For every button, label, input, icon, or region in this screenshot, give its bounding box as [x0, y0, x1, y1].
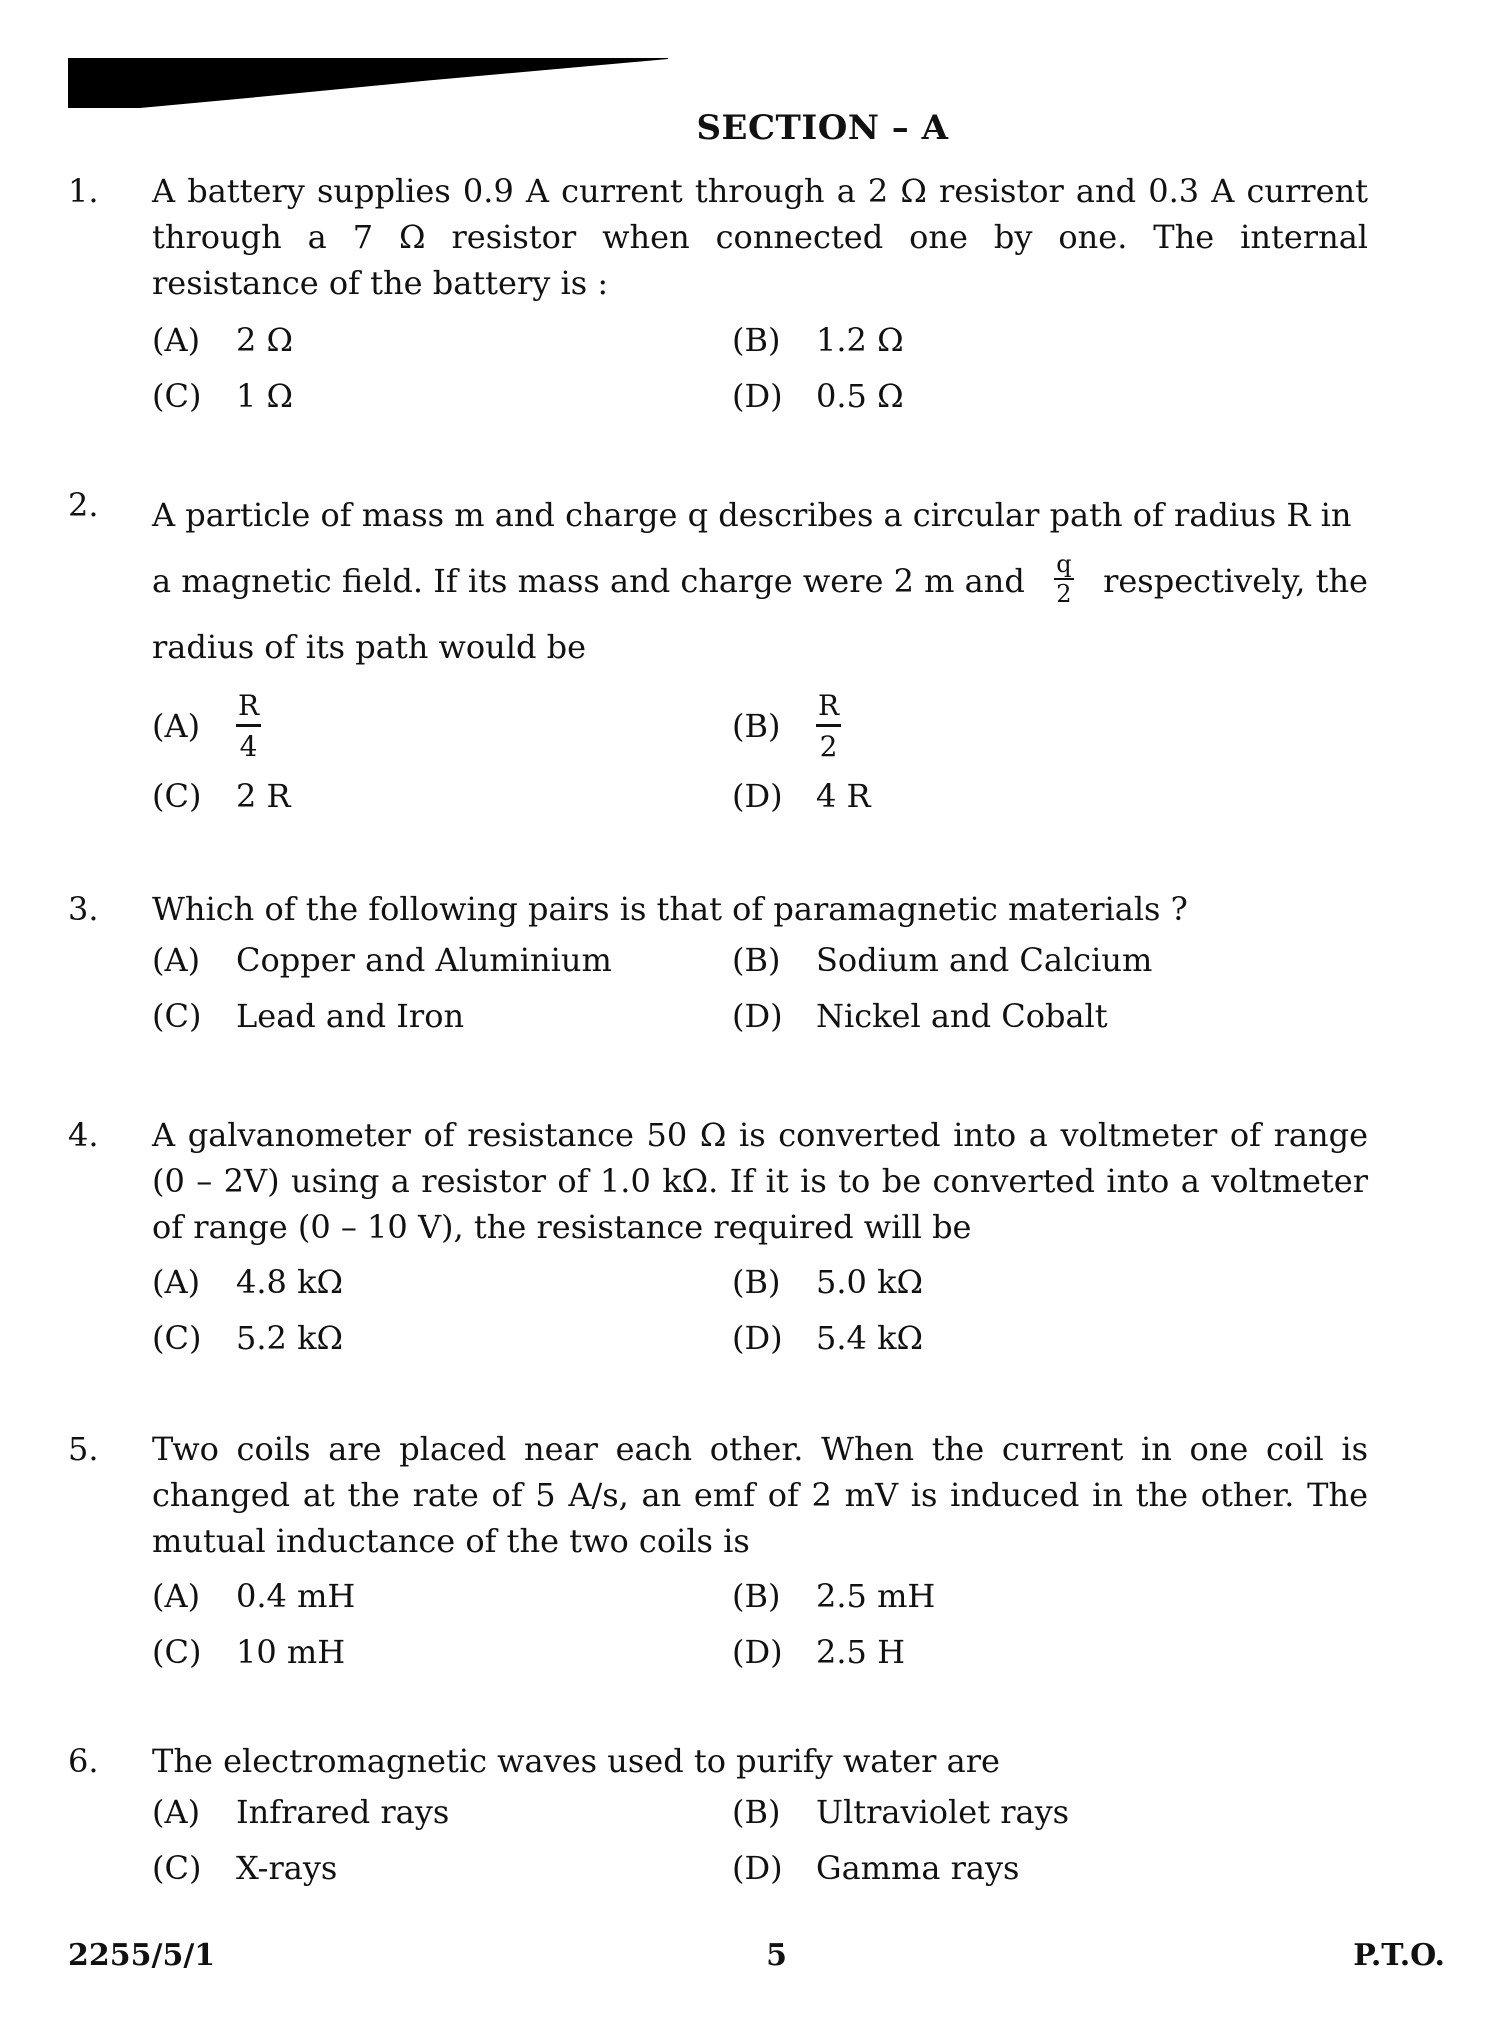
option-c: (C) X-rays — [152, 1849, 338, 1887]
question-number: 6. — [68, 1742, 99, 1780]
option-c: (C) 10 mH — [152, 1633, 346, 1671]
option-d: (D) Nickel and Cobalt — [732, 997, 1108, 1035]
question-text: Which of the following pairs is that of paramagnetic materials ? — [152, 890, 1188, 928]
question-text: The electromagnetic waves used to purify water are — [152, 1742, 1000, 1780]
option-c: (C) 1 Ω — [152, 377, 294, 415]
question-text: A particle of mass m and charge q describes a circular path of radius R in a magnetic field. If its mass and charge were 2 m and $\frac{q}{2}$ respectively, the radius of its path would be — [152, 496, 1368, 666]
fraction-r-over-4: $\frac{R}{4}$ — [238, 688, 260, 763]
option-c: (C) 2 R — [152, 777, 291, 815]
question-4 — [68, 1112, 1368, 1366]
question-6 — [68, 1738, 1368, 1896]
question-number: 4. — [68, 1116, 99, 1154]
question-text: A battery supplies 0.9 A current through a 2 Ω resistor and 0.3 A current through a 7 Ω resistor when connected one by one. The internal resistance of the battery is : — [152, 172, 1368, 302]
page-number: 5 — [766, 1938, 787, 1973]
option-a: (A) 4.8 kΩ — [152, 1263, 343, 1301]
option-b: (B) $\frac{R}{2}$ — [732, 688, 840, 763]
options — [152, 1784, 1368, 1896]
fraction-r-over-2: $\frac{R}{2}$ — [818, 688, 840, 763]
question-number: 5. — [68, 1430, 99, 1468]
question-text: A galvanometer of resistance 50 Ω is converted into a voltmeter of range (0 – 2V) using a resistor of 1.0 kΩ. If it is to be converted into a voltmeter of range (0 – 10 V), the resistance required will be — [152, 1116, 1368, 1246]
option-a: (A) $\frac{R}{4}$ — [152, 688, 260, 763]
options — [152, 312, 1368, 424]
option-b: (B) Ultraviolet rays — [732, 1793, 1070, 1831]
option-b: (B) Sodium and Calcium — [732, 941, 1153, 979]
question-2 — [68, 482, 1368, 824]
option-c: (C) 5.2 kΩ — [152, 1319, 343, 1357]
question-number: 3. — [68, 890, 99, 928]
option-d: (D) 2.5 H — [732, 1633, 905, 1671]
option-d: (D) 0.5 Ω — [732, 377, 904, 415]
options — [152, 1568, 1368, 1680]
option-a: (A) 0.4 mH — [152, 1577, 356, 1615]
question-text: Two coils are placed near each other. When the current in one coil is changed at the rate of 5 A/s, an emf of 2 mV is induced in the other. The mutual inductance of the two coils is — [152, 1430, 1368, 1560]
option-a: (A) 2 Ω — [152, 321, 294, 359]
fraction-q-over-2: $\frac{q}{2}$ — [1056, 550, 1072, 608]
paper-code: 2255/5/1 — [68, 1938, 216, 1973]
question-number: 2. — [68, 486, 99, 524]
option-d: (D) 4 R — [732, 777, 871, 815]
option-b: (B) 2.5 mH — [732, 1577, 936, 1615]
page-footer — [68, 1938, 1445, 1978]
option-d: (D) 5.4 kΩ — [732, 1319, 923, 1357]
options — [152, 684, 1368, 824]
header-black-bar — [68, 58, 668, 108]
option-a: (A) Infrared rays — [152, 1793, 450, 1831]
options — [152, 932, 1368, 1044]
question-1 — [68, 168, 1368, 424]
options — [152, 1254, 1368, 1366]
option-b: (B) 1.2 Ω — [732, 321, 904, 359]
section-title: SECTION – A — [696, 108, 949, 148]
option-a: (A) Copper and Aluminium — [152, 941, 612, 979]
question-number: 1. — [68, 172, 99, 210]
please-turn-over: P.T.O. — [1353, 1938, 1445, 1973]
question-3 — [68, 886, 1368, 1044]
option-c: (C) Lead and Iron — [152, 997, 465, 1035]
option-b: (B) 5.0 kΩ — [732, 1263, 923, 1301]
option-d: (D) Gamma rays — [732, 1849, 1020, 1887]
question-5 — [68, 1426, 1368, 1680]
